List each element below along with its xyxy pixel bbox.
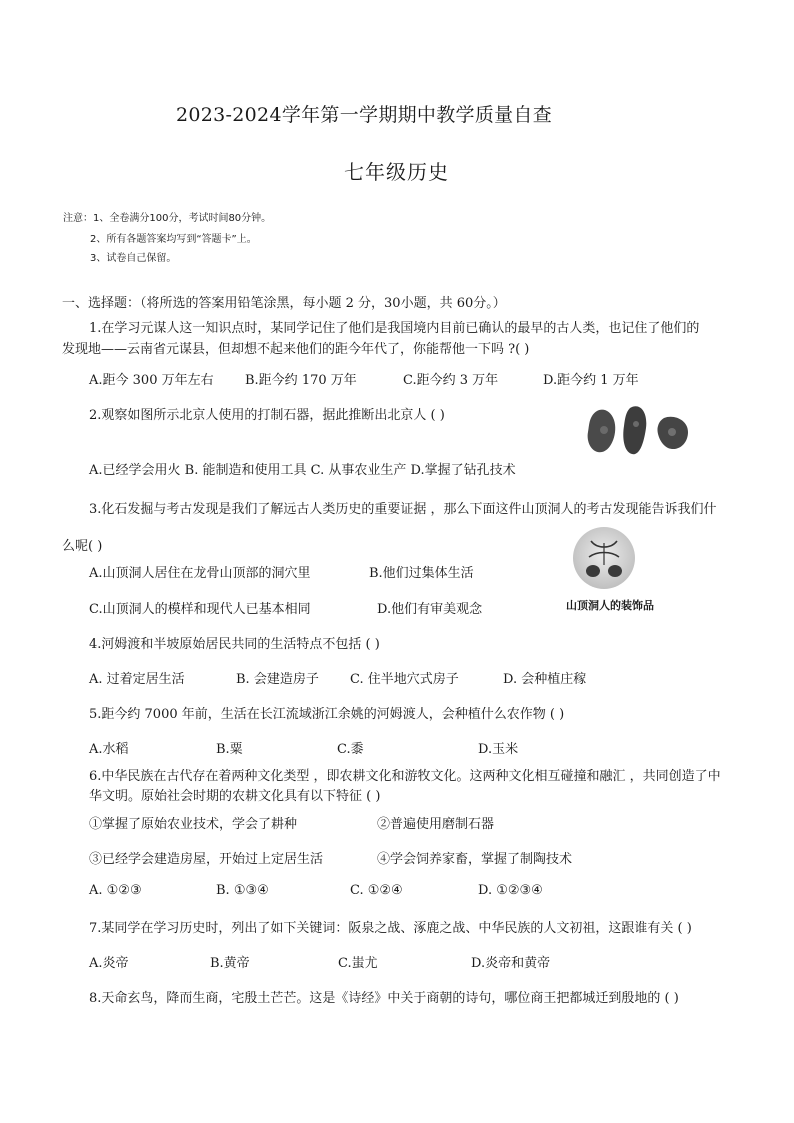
q6-option-d[interactable]: D. ①②③④ (478, 883, 543, 898)
q8-text: 8.天命玄鸟，降而生商，宅殷土芒芒。这是《诗经》中关于商朝的诗句，哪位商王把都城迁到殷地的 ( ) (89, 991, 679, 1006)
stone-tools-image (584, 402, 696, 462)
q7-option-c[interactable]: C.蚩尤 (338, 956, 378, 971)
q3-text-line1: 3.化石发掘与考古发现是我们了解远古人类历史的重要证据 ，那么下面这件山顶洞人的考古发现能告诉我们什 (89, 502, 717, 517)
section-heading: 一、选择题：（将所选的答案用铅笔涂黑，每小题 2 分，30小题，共 60分。） (62, 296, 506, 311)
q5-option-a[interactable]: A.水稻 (89, 742, 129, 757)
q6-text-line1: 6.中华民族在古代存在着两种文化类型 ，即农耕文化和游牧文化。这两种文化相互碰撞和融汇 ，共同创造了中 (89, 769, 721, 784)
q6-item-2: ②普遍使用磨制石器 (377, 817, 495, 832)
note-1: 注意：1、全卷满分100分，考试时间80分钟。 (63, 213, 272, 224)
q1-text-line1: 1.在学习元谋人这一知识点时，某同学记住了他们是我国境内目前已确认的最早的古人类，也记住了他们的 (89, 321, 700, 336)
q3-option-b[interactable]: B.他们过集体生活 (369, 566, 474, 581)
q3-text-line2: 么呢( ) (62, 539, 103, 554)
q2-text: 2.观察如图所示北京人使用的打制石器，据此推断出北京人 ( ) (89, 408, 445, 423)
q6-option-c[interactable]: C. ①②④ (350, 883, 403, 898)
q4-option-c[interactable]: C. 住半地穴式房子 (350, 672, 459, 687)
q5-option-b[interactable]: B.粟 (216, 742, 243, 757)
q6-text-line2: 华文明。原始社会时期的农耕文化具有以下特征 ( ) (89, 789, 381, 804)
q1-option-b[interactable]: B.距今约 170 万年 (245, 373, 357, 388)
q5-option-d[interactable]: D.玉米 (478, 742, 519, 757)
q6-item-3: ③已经学会建造房屋，开始过上定居生活 (89, 852, 324, 867)
q7-text: 7.某同学在学习历史时，列出了如下关键词：阪泉之战、涿鹿之战、中华民族的人文初祖，这跟谁有关 ( ) (89, 921, 692, 936)
q4-text: 4.河姆渡和半坡原始居民共同的生活特点不包括 ( ) (89, 637, 380, 652)
q1-option-d[interactable]: D.距今约 1 万年 (543, 373, 639, 388)
q7-option-b[interactable]: B.黄帝 (210, 956, 250, 971)
q4-option-b[interactable]: B. 会建造房子 (236, 672, 319, 687)
exam-subtitle: 七年级历史 (344, 160, 449, 184)
ornament-caption: 山顶洞人的装饰品 (566, 599, 654, 612)
q6-option-a[interactable]: A. ①②③ (89, 883, 142, 898)
q3-option-c[interactable]: C.山顶洞人的模样和现代人已基本相同 (89, 602, 311, 617)
note-2: 2、所有各题答案均写到“答题卡”上。 (90, 234, 257, 245)
stone-tool-2 (623, 406, 646, 454)
note-3: 3、试卷自己保留。 (90, 253, 177, 264)
q1-text-line2: 发现地——云南省元谋县，但却想不起来他们的距今年代了，你能帮他一下吗 ?( ) (62, 342, 530, 357)
q6-option-b[interactable]: B. ①③④ (216, 883, 269, 898)
q1-option-c[interactable]: C.距今约 3 万年 (403, 373, 499, 388)
q4-option-a[interactable]: A. 过着定居生活 (89, 672, 185, 687)
q7-option-a[interactable]: A.炎帝 (89, 956, 129, 971)
exam-title: 2023-2024学年第一学期期中教学质量自查 (176, 104, 553, 126)
q4-option-d[interactable]: D. 会种植庄稼 (503, 672, 587, 687)
ornament-image (573, 527, 635, 589)
q3-option-d[interactable]: D.他们有审美观念 (377, 602, 483, 617)
q2-options[interactable]: A.已经学会用火 B. 能制造和使用工具 C. 从事农业生产 D.掌握了钻孔技术 (89, 463, 516, 478)
q5-option-c[interactable]: C.黍 (337, 742, 364, 757)
q7-option-d[interactable]: D.炎帝和黄帝 (471, 956, 551, 971)
q6-item-1: ①掌握了原始农业技术，学会了耕种 (89, 817, 298, 832)
q5-text: 5.距今约 7000 年前，生活在长江流域浙江余姚的河姆渡人，会种植什么农作物 ( ) (89, 707, 565, 722)
q1-option-a[interactable]: A.距今 300 万年左右 (89, 373, 214, 388)
q6-item-4: ④学会饲养家畜，掌握了制陶技术 (377, 852, 573, 867)
q3-option-a[interactable]: A.山顶洞人居住在龙骨山顶部的洞穴里 (89, 566, 311, 581)
